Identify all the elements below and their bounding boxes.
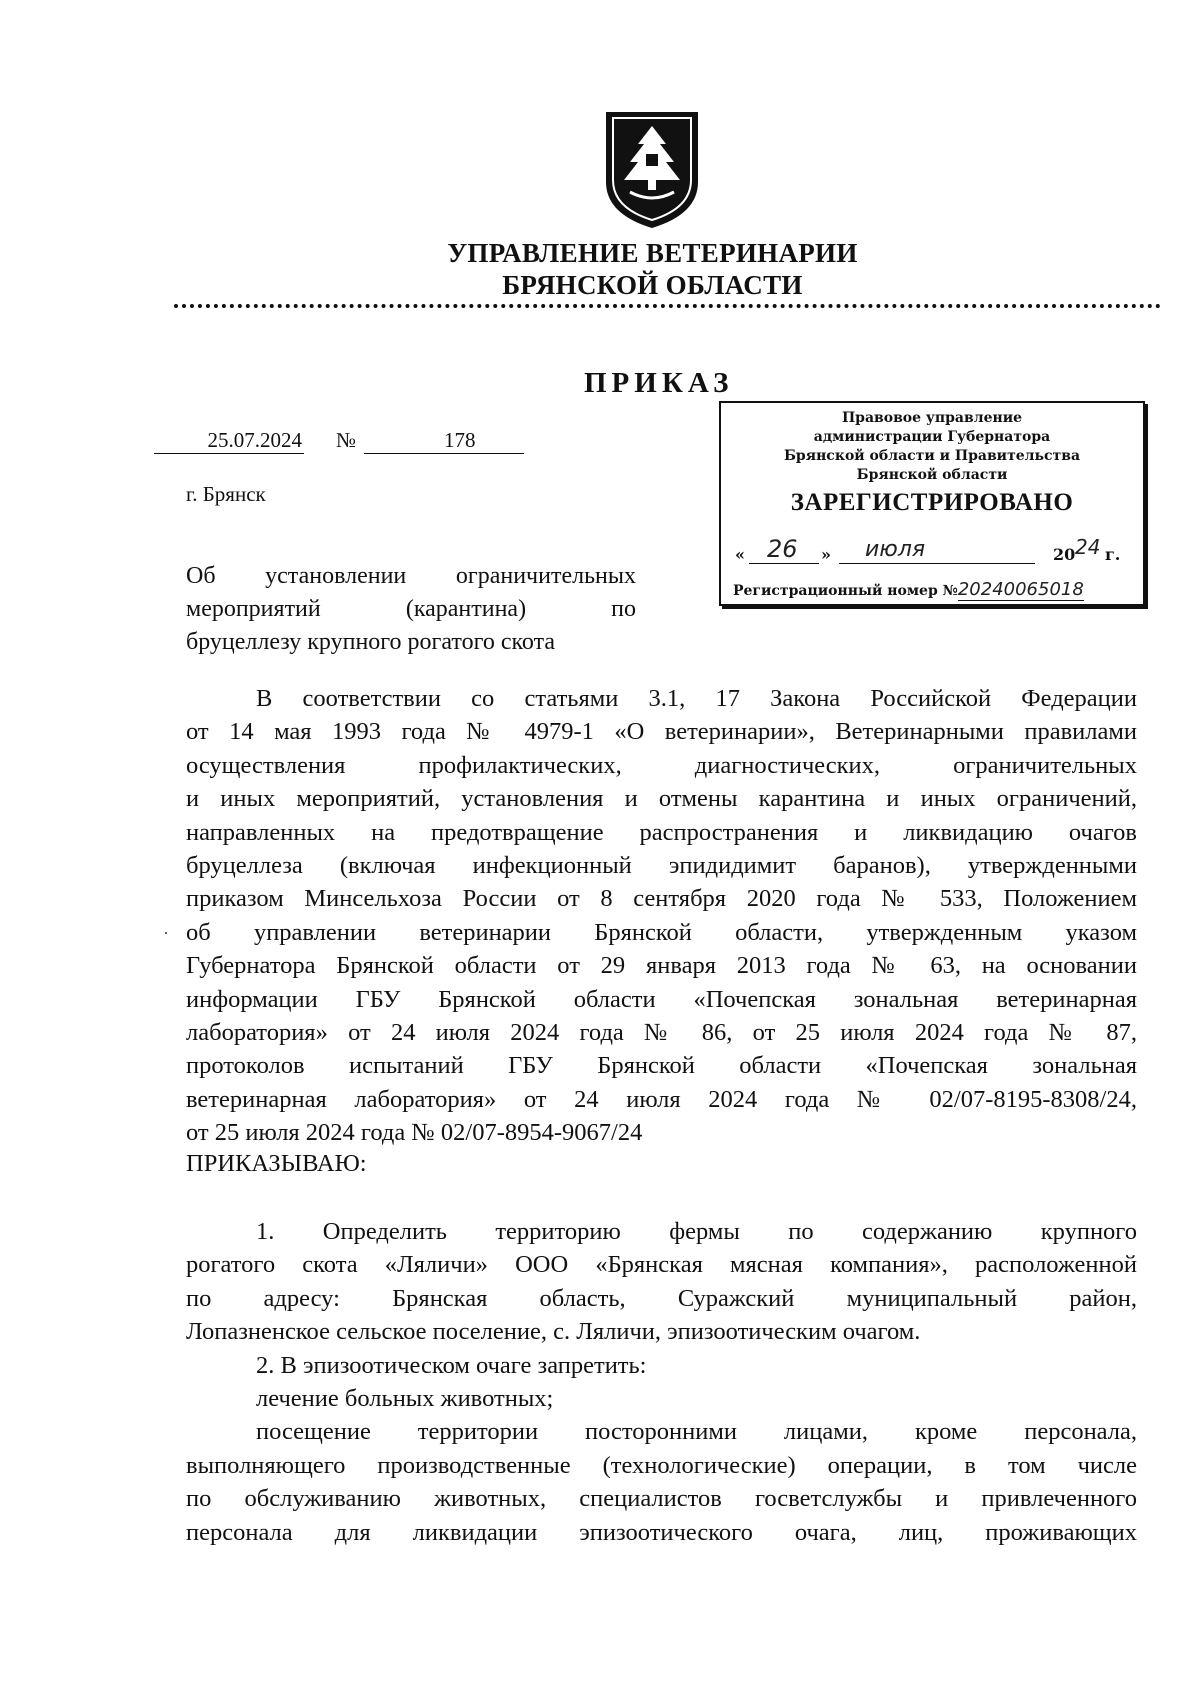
text-line: по обслуживанию животных, специалистов госветслужбы и привлеченного [186,1485,1137,1513]
text-line: от 25 июля 2024 года № 02/07-8954-9067/24 [186,1119,643,1147]
number-sign: № [336,428,357,452]
stamp-day-underline [749,563,819,564]
coat-of-arms-emblem [600,108,704,232]
text-line: 1. Определить территорию фермы по содержанию крупного [256,1218,1137,1245]
text-line: приказом Минсельхоза России от 8 сентября 2020 года № 533, Положением [186,885,1137,913]
stamp-quote-open: « [735,545,745,564]
stamp-line: администрации Губернатора [813,429,1051,445]
stamp-line: Правовое управление [841,410,1023,426]
stamp-date-field [735,535,1127,569]
stamp-year-prefix: 20 [1053,545,1076,564]
document-date: 25.07.2024 [154,428,304,454]
text-line: Губернатора Брянской области от 29 января 2013 года № 63, на основании [186,952,1137,980]
text-line: Лопазненское сельское поселение, с. Ляличи, эпизоотическим очагом. [186,1318,921,1346]
document-city: г. Брянск [186,482,266,506]
subject-line: бруцеллезу крупного рогатого скота [186,629,556,655]
stamp-line: Брянской области [856,467,1008,483]
organization-name-line2: БРЯНСКОЙ ОБЛАСТИ [502,270,803,300]
text-line: рогатого скота «Ляличи» ООО «Брянская мясная компания», расположенной [186,1251,1137,1279]
text-line: осуществления профилактических, диагностических, ограничительных [186,751,1137,779]
text-line: информации ГБУ Брянской области «Почепская зональная ветеринарная [186,985,1137,1013]
registration-stamp [719,401,1145,606]
stamp-month-handwritten: июля [865,537,926,562]
text-line: и иных мероприятий, установления и отмены карантина и иных ограничений, [186,785,1137,813]
stamp-registration-number-handwritten: 20240065018 [957,579,1084,600]
stamp-registration-label: Регистрационный номер № [733,583,958,599]
order-items [186,1215,1137,1549]
text-line: об управлении ветеринарии Брянской области, утвержденным указом [186,918,1137,946]
organization-name-line1: УПРАВЛЕНИЕ ВЕТЕРИНАРИИ [447,238,858,268]
subject-line: мероприятий (карантина) по [186,596,636,622]
preamble-paragraph [186,682,1137,1150]
stamp-month-underline [839,563,1035,564]
document-type-title: ПРИКАЗ [584,367,734,399]
document-date-number-row [154,428,554,458]
text-line: 2. В эпизоотическом очаге запретить: [256,1351,647,1379]
text-line: лечение больных животных; [256,1385,554,1413]
text-line: ветеринарная лаборатория» от 24 июля 2024 года № 02/07-8195-8308/24, [186,1085,1137,1113]
text-line: протоколов испытаний ГБУ Брянской области «Почепская зональная [186,1052,1137,1080]
text-line: В соответствии со статьями 3.1, 17 Закона Российской Федерации [256,685,1137,712]
stamp-year-unit: г. [1105,545,1121,564]
stamp-quote-close: » [821,545,831,564]
document-subject [186,560,636,659]
stamp-day-handwritten: 26 [767,535,798,563]
text-line: по адресу: Брянская область, Суражский муниципальный район, [186,1284,1137,1312]
stamp-year-handwritten: 24 [1075,535,1101,559]
header-dotted-divider [174,304,1161,308]
text-line: направленных на предотвращение распространения и ликвидацию очагов [186,818,1137,846]
stamp-line: Брянской области и Правительства [783,448,1081,464]
text-line: выполняющего производственные (технологические) операции, в том числе [186,1451,1137,1479]
text-line: посещение территории посторонними лицами, кроме персонала, [256,1418,1137,1446]
text-line: персонала для ликвидации эпизоотического очага, лиц, проживающих [186,1518,1137,1546]
document-number: 178 [364,428,524,454]
subject-line: Об установлении ограничительных [186,563,636,589]
stamp-registration-number-row [733,579,1084,600]
stamp-registered-label: ЗАРЕГИСТРИРОВАНО [790,489,1074,516]
order-keyword: ПРИКАЗЫВАЮ: [186,1150,367,1177]
text-line: от 14 мая 1993 года № 4979-1 «О ветеринарии», Ветеринарными правилами [186,718,1137,746]
text-line: бруцеллеза (включая инфекционный эпидидимит баранов), утвержденными [186,852,1137,880]
text-line: лаборатория» от 24 июля 2024 года № 86, от 25 июля 2024 года № 87, [186,1019,1137,1047]
scan-artifact-dot [165,932,167,934]
